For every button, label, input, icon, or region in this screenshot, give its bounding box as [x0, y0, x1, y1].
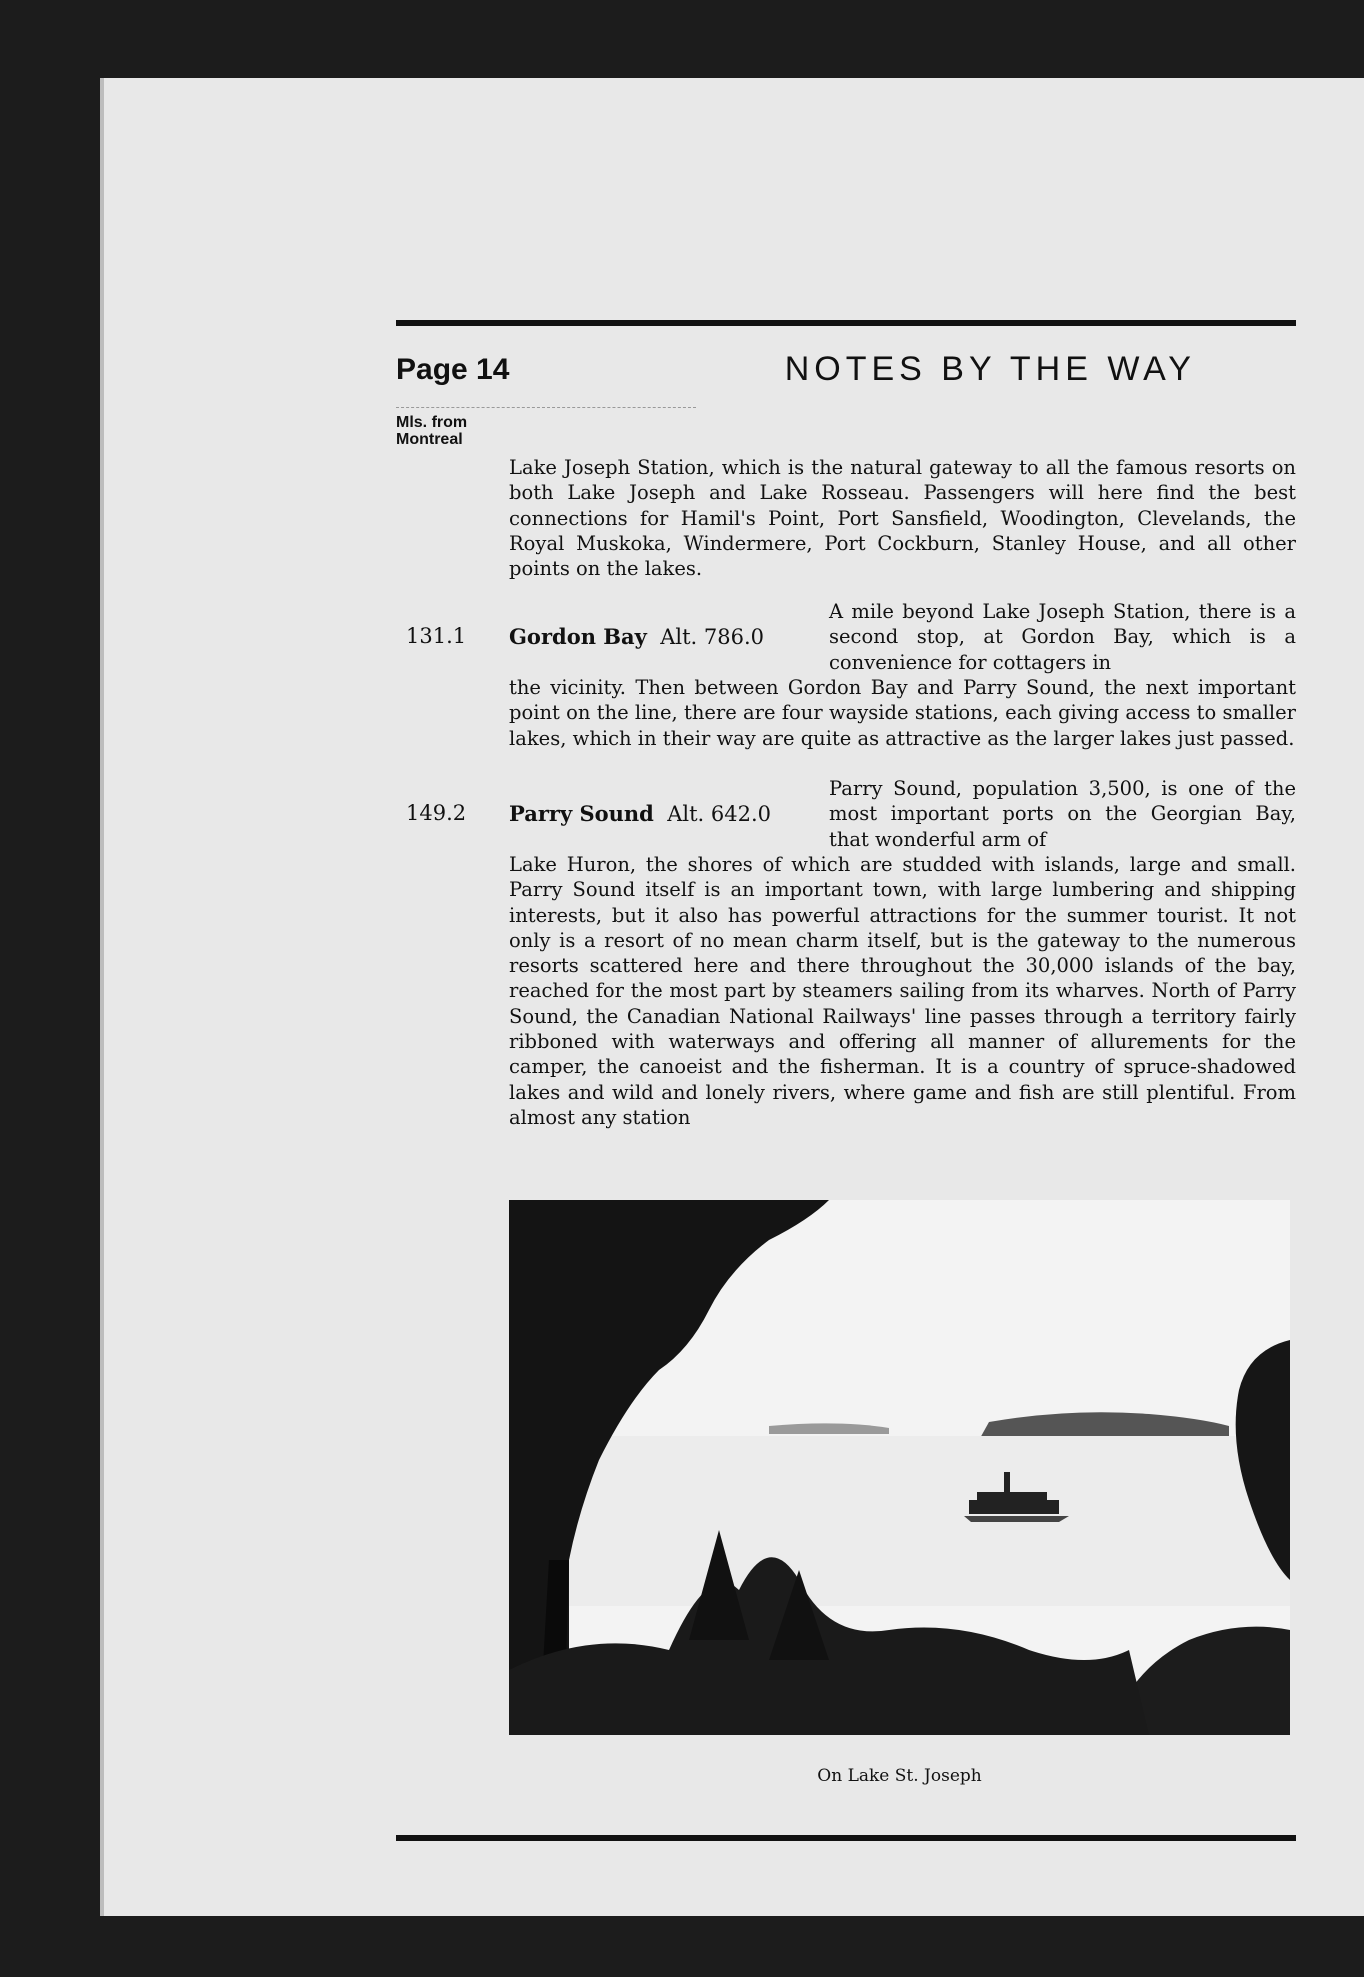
station-altitude: Alt. 642.0: [667, 802, 772, 826]
page-edge: [100, 78, 104, 1916]
entry-continuation: the vicinity. Then between Gordon Bay and Parry Sound, the next important point on the line, there are four wayside stations, each giving access to smaller lakes, which in their way are quite as attractive as the larger lakes just passed.: [509, 676, 1296, 750]
footer-rule: [396, 1835, 1296, 1841]
station-heading: [509, 801, 771, 826]
page-number: Page 14: [396, 353, 510, 386]
running-title: NOTES BY THE WAY: [784, 350, 1196, 388]
lake-photo-graphic: [509, 1200, 1290, 1735]
lake-photo-icon: [509, 1200, 1290, 1735]
mileage: 149.2: [406, 801, 467, 825]
entry-side-text: A mile beyond Lake Joseph Station, there is a second stop, at Gordon Bay, which is a convenience for cottagers in: [829, 600, 1296, 674]
entry-side-text: Parry Sound, population 3,500, is one of the most important ports on the Georgian Bay, that wonderful arm of: [829, 777, 1296, 851]
intro-paragraph: Lake Joseph Station, which is the natural gateway to all the famous resorts on both Lake Joseph and Lake Rosseau. Passengers will here find the best connections for Hamil's Point, Port Sansfield, Woodington, Clevelands, the Royal Muskoka, Windermere, Port Cockburn, Stanley House, and all other points on the lakes.: [509, 456, 1296, 581]
margin-divider: [396, 407, 696, 408]
station-name: Gordon Bay: [509, 624, 647, 649]
header-rule: [396, 320, 1296, 326]
station-altitude: Alt. 786.0: [660, 625, 764, 649]
station-name: Parry Sound: [509, 801, 654, 826]
mileage: 131.1: [406, 624, 467, 648]
figure-caption: On Lake St. Joseph: [817, 1766, 982, 1786]
station-heading: [509, 624, 764, 649]
margin-heading-line1: Mls. from: [396, 414, 468, 431]
margin-heading: [396, 414, 467, 448]
margin-heading-line2: Montreal: [396, 431, 463, 448]
entry-continuation: Lake Huron, the shores of which are studded with islands, large and small. Parry Sound itself is an important town, with large lumbering and shipping interests, but it also has powerful attractions for the summer tourist. It not only is a resort of no mean charm itself, but is the gateway to the numerous resorts scattered here and there throughout the 30,000 islands of the bay, reached for the most part by steamers sailing from its wharves. North of Parry Sound, the Canadian National Railways' line passes through a territory fairly ribboned with waterways and offering all manner of allurements for the camper, the canoeist and the fisherman. It is a country of spruce-shadowed lakes and wild and lonely rivers, where game and fish are still plentiful. From almost any station: [509, 853, 1296, 1129]
book-page: [100, 78, 1364, 1916]
